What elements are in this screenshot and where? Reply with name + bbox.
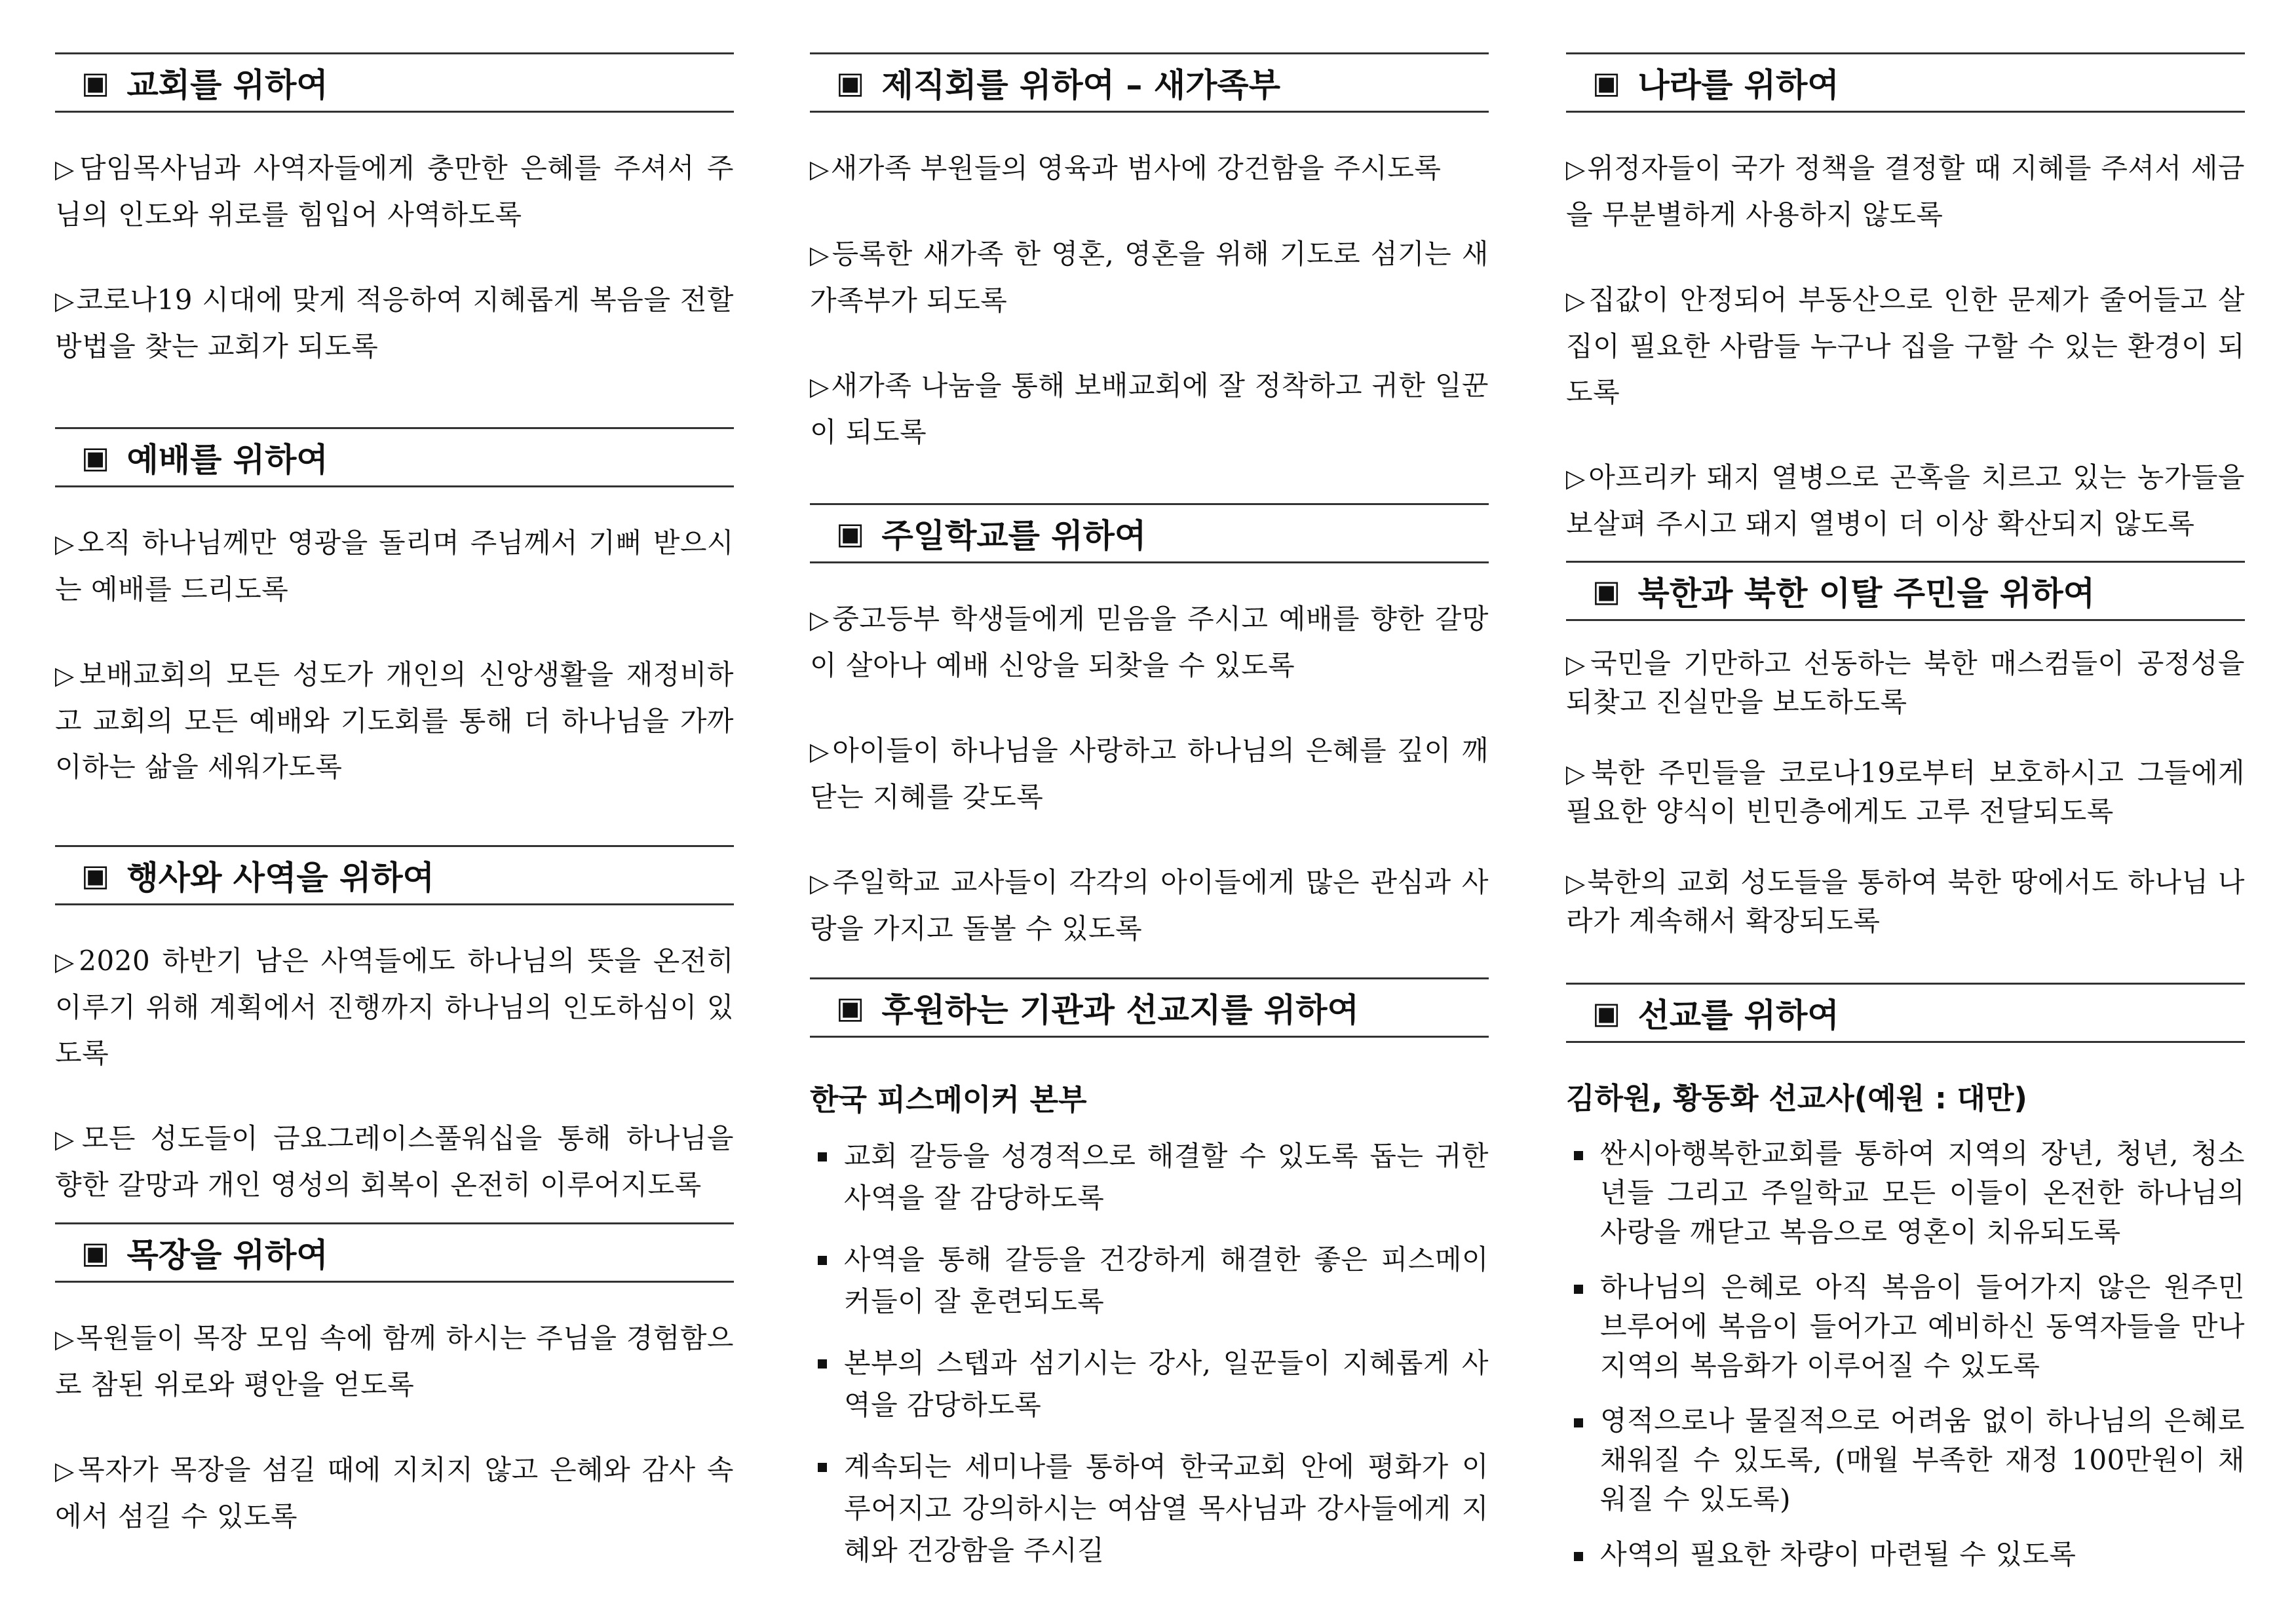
square-bullet-icon: ▣: [81, 1235, 110, 1270]
square-bullet-icon: ▣: [81, 65, 110, 100]
section-header: [810, 52, 1489, 113]
section-header: [1566, 983, 2245, 1043]
section-mission: [1566, 983, 2245, 1590]
bullet-item: 사역을 통해 갈등을 건강하게 해결한 좋은 피스메이커들이 잘 훈련되도록: [810, 1239, 1489, 1323]
triangle-icon: ▷: [810, 240, 831, 269]
section-header: [810, 503, 1489, 563]
prayer-item: ▷북한 주민들을 코로나19로부터 보호하시고 그들에게 필요한 양식이 빈민층에게도 고루 전달되도록: [1566, 757, 2245, 827]
section-north-korea: [1566, 561, 2245, 973]
triangle-icon: ▷: [55, 286, 75, 315]
square-bullet-icon: ▣: [836, 516, 865, 551]
prayer-item: ▷북한의 교회 성도들을 통하여 북한 땅에서도 하나님 나라가 계속해서 확장되도록: [1566, 866, 2245, 937]
bullet-item: 사역의 필요한 차량이 마련될 수 있도록: [1566, 1535, 2245, 1574]
triangle-icon: ▷: [55, 1456, 77, 1485]
triangle-icon: ▷: [55, 1325, 75, 1353]
square-bullet-icon: ▣: [836, 990, 865, 1025]
bullet-item: 영적으로나 물질적으로 어려움 없이 하나님의 은혜로 채워질 수 있도록, (매월 부족한 재정 100만원이 채워질 수 있도록): [1566, 1401, 2245, 1519]
triangle-icon: ▷: [55, 155, 78, 183]
prayer-item: ▷중고등부 학생들에게 믿음을 주시고 예배를 향한 갈망이 살아나 예배 신앙을 되찾을 수 있도록: [810, 603, 1489, 681]
section-title: 주일학교를 위하여: [881, 517, 1147, 555]
section-support: [810, 977, 1489, 1591]
prayer-item: ▷모든 성도들이 금요그레이스풀워십을 통해 하나님을 향한 갈망과 개인 영성의 회복이 온전히 이루어지도록: [55, 1122, 734, 1201]
square-bullet-icon: ▣: [1592, 995, 1621, 1030]
prayer-item: ▷새가족 부원들의 영육과 범사에 강건함을 주시도록: [810, 152, 1442, 184]
prayer-item: ▷등록한 새가족 한 영혼, 영혼을 위해 기도로 섬기는 새가족부가 되도록: [810, 238, 1489, 316]
section-header: [1566, 561, 2245, 621]
section-newfamily: [810, 52, 1489, 495]
triangle-icon: ▷: [810, 605, 832, 634]
triangle-icon: ▷: [810, 869, 832, 897]
bullet-item: 본부의 스텝과 섬기시는 강사, 일꾼들이 지혜롭게 사역을 감당하도록: [810, 1342, 1489, 1426]
section-header: [1566, 52, 2245, 113]
prayer-item: ▷목원들이 목장 모임 속에 함께 하시는 주님을 경험함으로 참된 위로와 평안을 얻도록: [55, 1322, 734, 1401]
section-title: 목장을 위하여: [126, 1236, 328, 1274]
prayer-item: ▷위정자들이 국가 정책을 결정할 때 지혜를 주셔서 세금을 무분별하게 사용하지 않도록: [1566, 152, 2245, 231]
section-nation: [1566, 52, 2245, 586]
prayer-item: ▷국민을 기만하고 선동하는 북한 매스컴들이 공정성을 되찾고 진실만을 보도하도록: [1566, 647, 2245, 718]
prayer-item: ▷집값이 안정되어 부동산으로 인한 문제가 줄어들고 살집이 필요한 사람들 누구나 집을 구할 수 있는 환경이 되도록: [1566, 284, 2245, 408]
section-title: 북한과 북한 이탈 주민을 위하여: [1637, 575, 2095, 613]
prayer-item: ▷코로나19 시대에 맞게 적응하여 지혜롭게 복음을 전할 방법을 찾는 교회가 되도록: [55, 284, 734, 362]
section-header: [810, 977, 1489, 1038]
section-church: [55, 52, 734, 409]
section-worship: [55, 427, 734, 829]
prayer-item: ▷보배교회의 모든 성도가 개인의 신앙생활을 재정비하고 교회의 모든 예배와 기도회를 통해 더 하나님을 가까이하는 삶을 세워가도록: [55, 658, 734, 783]
section-title: 나라를 위하여: [1637, 66, 1839, 104]
prayer-item: ▷아프리카 돼지 열병으로 곤혹을 치르고 있는 농가들을 보살펴 주시고 돼지 열병이 더 이상 확산되지 않도록: [1566, 461, 2245, 540]
prayer-item: ▷2020 하반기 남은 사역들에도 하나님의 뜻을 온전히 이루기 위해 계획에서 진행까지 하나님의 인도하심이 있도록: [55, 945, 735, 1069]
triangle-icon: ▷: [1566, 869, 1586, 897]
triangle-icon: ▷: [1566, 155, 1586, 183]
bullet-item: 싼시아행복한교회를 통하여 지역의 장년, 청년, 청소년들 그리고 주일학교 모든 이들이 온전한 하나님의 사랑을 깨닫고 복음으로 영혼이 치유되도록: [1566, 1134, 2245, 1252]
section-title: 교회를 위하여: [126, 66, 328, 104]
bullet-item: 하나님의 은혜로 아직 복음이 들어가지 않은 원주민 브루어에 복음이 들어가고 예비하신 동역자들을 만나 지역의 복음화가 이루어질 수 있도록: [1566, 1268, 2245, 1386]
prayer-item: ▷담임목사님과 사역자들에게 충만한 은혜를 주셔서 주님의 인도와 위로를 힘입어 사역하도록: [55, 152, 734, 231]
square-bullet-icon: ▣: [81, 440, 110, 475]
square-bullet-icon: ▣: [836, 65, 865, 100]
organization-name: 한국 피스메이커 본부: [810, 1082, 1087, 1117]
section-header: [55, 1222, 734, 1283]
triangle-icon: ▷: [1566, 650, 1589, 679]
triangle-icon: ▷: [55, 1125, 81, 1154]
prayer-item: ▷새가족 나눔을 통해 보배교회에 잘 정착하고 귀한 일꾼이 되도록: [810, 369, 1489, 448]
square-bullet-icon: ▣: [1592, 65, 1621, 100]
triangle-icon: ▷: [55, 661, 78, 690]
triangle-icon: ▷: [1566, 286, 1588, 315]
square-bullet-icon: ▣: [81, 858, 110, 893]
prayer-item: ▷목자가 목장을 섬길 때에 지치지 않고 은혜와 감사 속에서 섬길 수 있도록: [55, 1454, 734, 1532]
missionary-name: 김하원, 황동화 선교사(예원 : 대만): [1566, 1081, 2028, 1116]
section-cell: [55, 1222, 734, 1579]
triangle-icon: ▷: [810, 737, 832, 766]
prayer-item: ▷주일학교 교사들이 각각의 아이들에게 많은 관심과 사랑을 가지고 돌볼 수 있도록: [810, 866, 1489, 945]
section-title: 제직회를 위하여 – 새가족부: [881, 66, 1280, 104]
triangle-icon: ▷: [1566, 759, 1590, 788]
section-title: 선교를 위하여: [1637, 996, 1839, 1034]
section-title: 예배를 위하여: [126, 441, 328, 479]
section-sunday-school: [810, 503, 1489, 991]
section-header: [55, 845, 734, 905]
triangle-icon: ▷: [55, 529, 77, 558]
prayer-item: ▷오직 하나님께만 영광을 돌리며 주님께서 기뻐 받으시는 예배를 드리도록: [55, 527, 734, 605]
prayer-item: ▷아이들이 하나님을 사랑하고 하나님의 은혜를 깊이 깨닫는 지혜를 갖도록: [810, 734, 1489, 813]
section-title: 후원하는 기관과 선교지를 위하여: [881, 991, 1359, 1029]
triangle-icon: ▷: [1566, 464, 1588, 493]
triangle-icon: ▷: [810, 372, 830, 401]
triangle-icon: ▷: [810, 155, 830, 183]
section-header: [55, 427, 734, 487]
triangle-icon: ▷: [55, 947, 78, 976]
bullet-item: 교회 갈등을 성경적으로 해결할 수 있도록 돕는 귀한 사역을 잘 감당하도록: [810, 1135, 1489, 1219]
square-bullet-icon: ▣: [1592, 573, 1621, 609]
section-header: [55, 52, 734, 113]
section-title: 행사와 사역을 위하여: [126, 859, 434, 897]
bullet-item: 계속되는 세미나를 통하여 한국교회 안에 평화가 이루어지고 강의하시는 여삼열 목사님과 강사들에게 지혜와 건강함을 주시길: [810, 1446, 1489, 1572]
section-events: [55, 845, 734, 1247]
